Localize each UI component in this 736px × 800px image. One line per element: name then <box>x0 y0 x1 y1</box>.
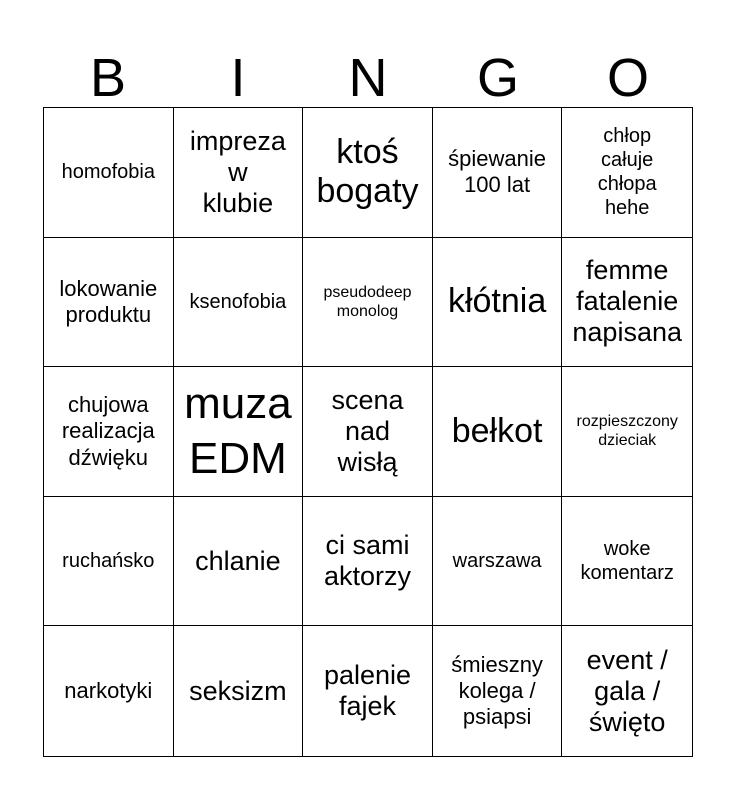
bingo-cell[interactable] <box>174 626 304 756</box>
bingo-cell[interactable] <box>303 108 433 238</box>
bingo-cell[interactable] <box>433 108 563 238</box>
cell-text: śpiewanie 100 lat <box>448 145 547 198</box>
cell-text: chłop całuje chłopa hehe <box>597 125 657 220</box>
bingo-cell[interactable] <box>44 238 174 368</box>
cell-text: scena nad wisłą <box>331 384 404 478</box>
cell-text: rozpieszczony dzieciak <box>576 413 678 450</box>
bingo-cell[interactable] <box>562 497 692 627</box>
cell-text: muza EDM <box>184 379 292 484</box>
bingo-cell[interactable] <box>433 367 563 497</box>
cell-text: event / gala / święto <box>586 644 668 737</box>
bingo-cell[interactable] <box>174 108 304 238</box>
cell-text: ruchańsko <box>62 550 155 573</box>
bingo-cell[interactable] <box>303 497 433 627</box>
cell-text: seksizm <box>189 675 287 706</box>
bingo-cell[interactable] <box>44 108 174 238</box>
cell-text: śmieszny kolega / psiapsi <box>451 651 543 730</box>
bingo-cell[interactable] <box>174 238 304 368</box>
cell-text: warszawa <box>452 550 542 573</box>
cell-text: chujowa realizacja dźwięku <box>61 391 155 470</box>
cell-text: palenie fajek <box>323 660 412 722</box>
header-letter-g: G <box>476 48 519 108</box>
bingo-cell[interactable] <box>433 626 563 756</box>
cell-text: homofobia <box>61 161 155 184</box>
cell-text: ktoś bogaty <box>316 133 419 211</box>
cell-text: ksenofobia <box>189 290 287 313</box>
cell-text: chlanie <box>195 545 281 576</box>
cell-text: kłótnia <box>447 282 547 321</box>
cell-text: bełkot <box>451 411 543 450</box>
bingo-cell[interactable] <box>44 497 174 627</box>
header-letter-b: B <box>89 48 127 108</box>
cell-text: woke komentarz <box>580 538 674 585</box>
bingo-cell[interactable] <box>562 367 692 497</box>
bingo-cell[interactable] <box>433 497 563 627</box>
cell-text: pseudodeep monolog <box>323 283 412 320</box>
bingo-cell[interactable] <box>174 497 304 627</box>
cell-text: ci sami aktorzy <box>323 530 411 592</box>
bingo-cell[interactable] <box>44 626 174 756</box>
cell-text: lokowanie produktu <box>59 275 158 327</box>
cell-text: impreza w klubie <box>189 125 286 218</box>
bingo-header <box>43 45 693 107</box>
header-letter-o: O <box>606 48 649 108</box>
bingo-cell[interactable] <box>303 238 433 368</box>
bingo-board <box>43 107 693 757</box>
bingo-cell[interactable] <box>562 626 692 756</box>
header-letter-n: N <box>348 48 388 108</box>
bingo-cell[interactable] <box>303 367 433 497</box>
bingo-cell[interactable] <box>562 238 692 368</box>
header-letter-i: I <box>230 48 246 108</box>
bingo-cell[interactable] <box>303 626 433 756</box>
bingo-cell[interactable] <box>44 367 174 497</box>
cell-text: femme fatalenie napisana <box>572 255 682 348</box>
bingo-cell[interactable] <box>562 108 692 238</box>
bingo-cell[interactable] <box>174 367 304 497</box>
cell-text: narkotyki <box>64 678 153 703</box>
bingo-cell[interactable] <box>433 238 563 368</box>
